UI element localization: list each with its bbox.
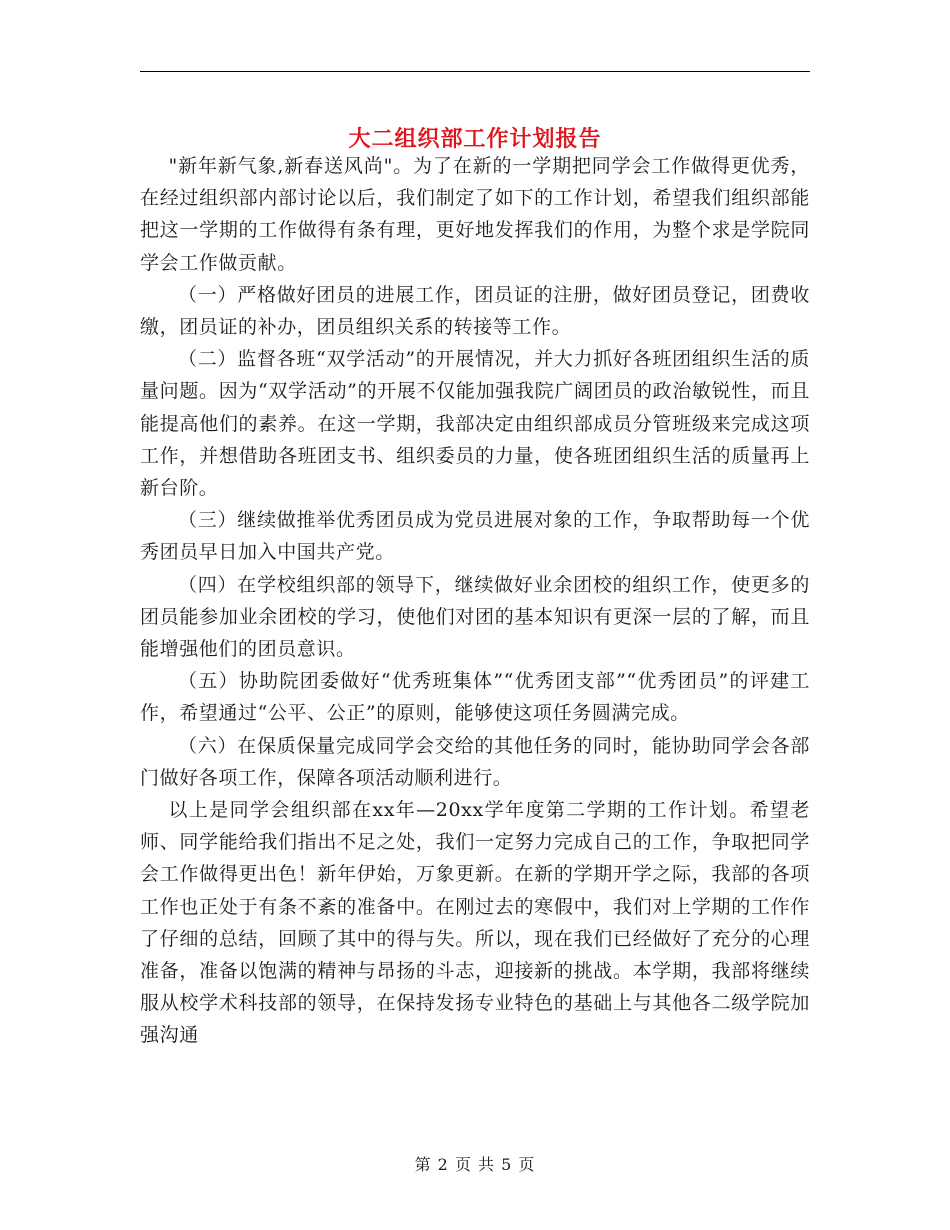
header-rule	[140, 71, 810, 72]
document-body	[140, 150, 810, 1052]
paragraph-item-1: （一）严格做好团员的进展工作，团员证的注册，做好团员登记，团费收缴，团员证的补办，团员组织关系的转接等工作。	[140, 283, 810, 339]
paragraph-item-5: （五）协助院团委做好“优秀班集体”“优秀团支部”“优秀团员”的评建工作，希望通过“公平、公正”的原则，能够使这项任务圆满完成。	[140, 670, 810, 725]
paragraph-item-3: （三）继续做推举优秀团员成为党员进展对象的工作，争取帮助每一个优秀团员早日加入中国共产党。	[140, 509, 810, 564]
paragraph-item-4: （四）在学校组织部的领导下，继续做好业余团校的组织工作，使更多的团员能参加业余团校的学习，使他们对团的基本知识有更深一层的了解，而且能增强他们的团员意识。	[140, 573, 810, 661]
paragraph-item-6: （六）在保质保量完成同学会交给的其他任务的同时，能协助同学会各部门做好各项工作，保障各项活动顺利进行。	[140, 734, 810, 789]
document-title: 大二组织部工作计划报告	[348, 126, 602, 152]
paragraph-intro: "新年新气象,新春送风尚"。为了在新的一学期把同学会工作做得更优秀，在经过组织部内部讨论以后，我们制定了如下的工作计划，希望我们组织部能把这一学期的工作做得有条有理，更好地发挥我们的作用，为整个求是学院同学会工作做贡献。	[140, 155, 810, 274]
paragraph-item-2: （二）监督各班“双学活动”的开展情况，并大力抓好各班团组织生活的质量问题。因为“双学活动”的开展不仅能加强我院广阔团员的政治敏锐性，而且能提高他们的素养。在这一学期，我部决定由组织部成员分管班级来完成这项工作，并想借助各班团支书、组织委员的力量，使各班团组织生活的质量再上新台阶。	[140, 348, 810, 500]
page-number: 第 2 页 共 5 页	[414, 1155, 536, 1174]
paragraph-conclusion: 以上是同学会组织部在xx年—20xx学年度第二学期的工作计划。希望老师、同学能给我们指出不足之处，我们一定努力完成自己的工作，争取把同学会工作做得更出色！新年伊始，万象更新。在新的学期开学之际，我部的各项工作也正处于有条不紊的准备中。在刚过去的寒假中，我们对上学期的工作作了仔细的总结，回顾了其中的得与失。所以，现在我们已经做好了充分的心理准备，准备以饱满的精神与昂扬的斗志，迎接新的挑战。本学期，我部将继续服从校学术科技部的领导，在保持发扬专业特色的基础上与其他各二级学院加强沟通	[140, 799, 810, 1047]
